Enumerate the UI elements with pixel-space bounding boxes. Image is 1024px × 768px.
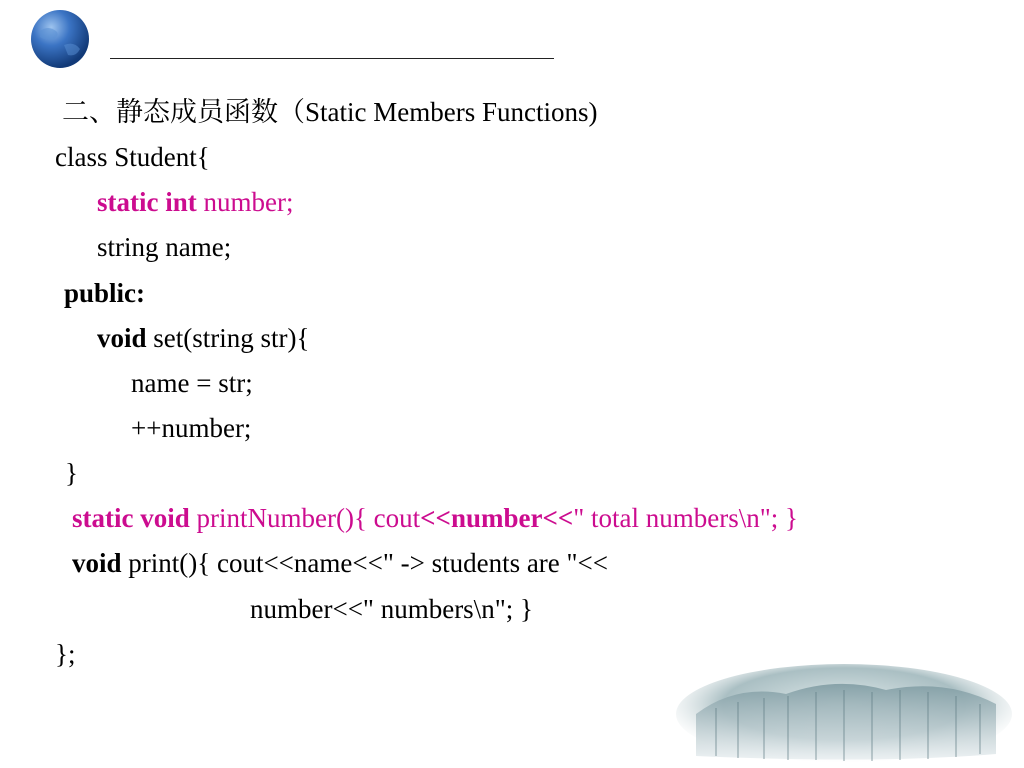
globe-icon [30, 9, 90, 69]
operator-insert-1: << [420, 503, 451, 533]
code-line-string: string name; [97, 232, 232, 262]
code-line-end: }; [55, 639, 76, 669]
print-number-signature: printNumber(){ cout [189, 503, 421, 533]
operator-insert-2: << [542, 503, 574, 533]
code-line-public [64, 277, 145, 309]
code-line-set [97, 322, 309, 354]
code-line-static-member [97, 186, 293, 218]
code-line-name-assign: name = str; [131, 368, 253, 398]
code-line-increment: ++number; [131, 413, 252, 443]
keyword-public: public: [64, 278, 146, 308]
keyword-void-print: void [72, 548, 122, 578]
code-line-close-brace: } [65, 458, 78, 488]
title-underline [110, 58, 554, 59]
forest-photo [676, 664, 1012, 768]
keyword-static-void: static void [72, 503, 190, 533]
keyword-void: void [97, 323, 147, 353]
set-signature: set(string str){ [146, 323, 310, 353]
print-number-rest: " total numbers\n"; } [573, 503, 798, 533]
code-line-class: class Student{ [55, 142, 210, 172]
code-line-print [72, 547, 608, 579]
static-member-name: number; [196, 187, 294, 217]
bold-number: number [450, 503, 543, 533]
slide-heading: 二、静态成员函数（Static Members Functions) [62, 97, 598, 127]
keyword-static-int: static int [97, 187, 197, 217]
code-line-print-number [72, 502, 798, 534]
print-signature: print(){ cout<<name<<" -> students are "<< [121, 548, 609, 578]
code-line-continuation: number<<" numbers\n"; } [250, 594, 533, 624]
